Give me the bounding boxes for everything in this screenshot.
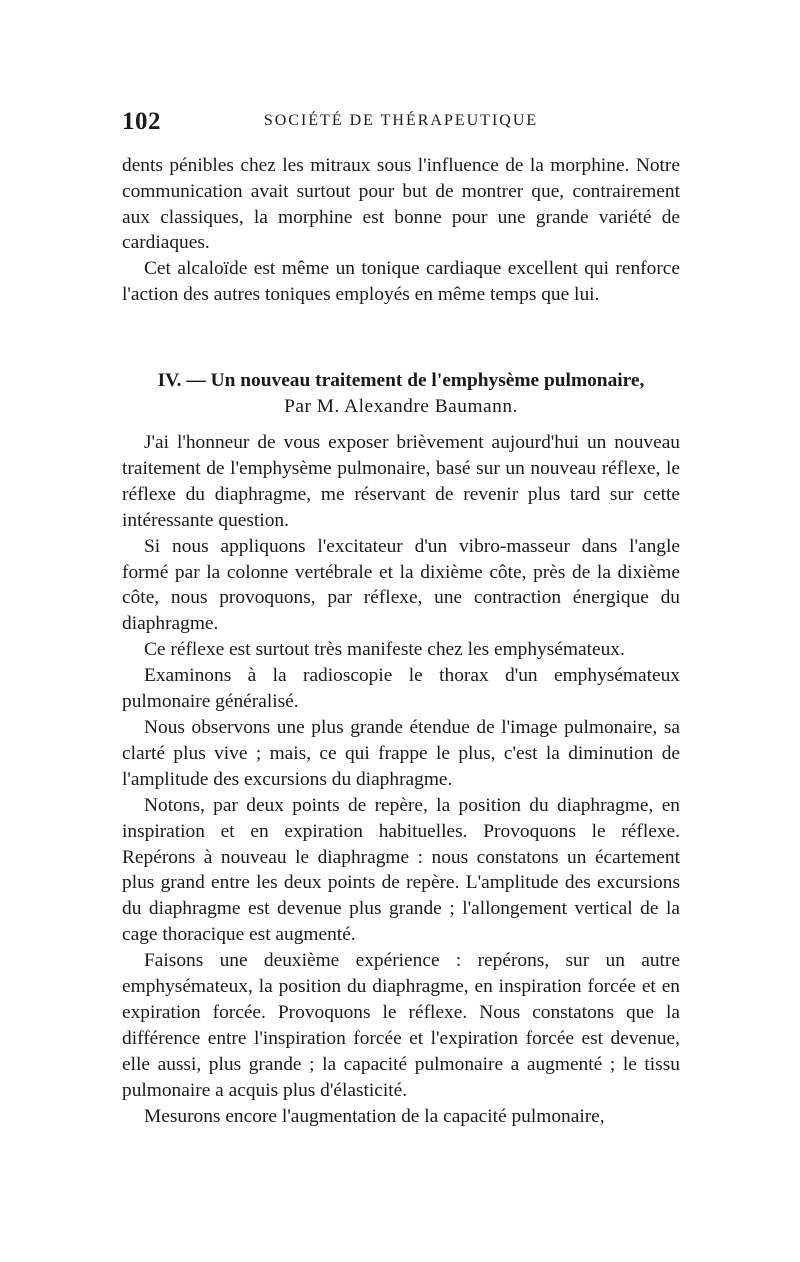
article-paragraph: Mesurons encore l'augmentation de la capacité pulmonaire, xyxy=(144,1105,605,1127)
article-paragraph: Examinons à la radioscopie le thorax d'un emphysémateux pulmonaire généralisé. xyxy=(122,665,680,713)
section-author: Par M. Alexandre Baumann. xyxy=(284,395,518,417)
article-paragraph: Notons, par deux points de repère, la position du diaphragme, en inspiration et en expiration habituelles. Provoquons le réflexe. Repérons à nouveau le diaphragme : nous constatons un écartement plus grand entre les deux points de repère. L'amplitude des excursions du diaphragme est devenue plus grande ; l'allongement vertical de la cage thoracique est augmenté. xyxy=(122,794,680,946)
running-head: SOCIÉTÉ DE THÉRAPEUTIQUE xyxy=(263,112,539,129)
intro-paragraph: Cet alcaloïde est même un tonique cardiaque excellent qui renforce l'action des autres toniques employés en même temps que lui. xyxy=(122,258,680,305)
article-paragraph: J'ai l'honneur de vous exposer brièvement aujourd'hui un nouveau traitement de l'emphysème pulmonaire, basé sur un nouveau réflexe, le réflexe du diaphragme, me réservant de revenir plus tard sur cette intéressante question. xyxy=(122,432,680,531)
article-paragraph: Nous observons une plus grande étendue de l'image pulmonaire, sa clarté plus vive ; mais, ce qui frappe le plus, c'est la diminution de l'amplitude des excursions du diaphragme. xyxy=(122,716,680,790)
section-title: IV. — Un nouveau traitement de l'emphysème pulmonaire, xyxy=(157,370,645,391)
article-body xyxy=(122,430,680,1129)
page-number: 102 xyxy=(122,108,161,135)
intro-paragraph: dents pénibles chez les mitraux sous l'influence de la morphine. Notre communication avait surtout pour but de montrer que, contrairement aux classiques, la morphine est bonne pour une grande variété de cardiaques. xyxy=(122,155,680,254)
article-paragraph: Ce réflexe est surtout très manifeste chez les emphysémateux. xyxy=(144,639,625,661)
section-heading xyxy=(122,368,680,420)
page-header xyxy=(122,108,680,142)
intro-text xyxy=(122,153,680,308)
article-paragraph: Si nous appliquons l'excitateur d'un vibro-masseur dans l'angle formé par la colonne vertébrale et la dixième côte, près de la dixième côte, nous provoquons, par réflexe, une contraction énergique du diaphragme. xyxy=(122,535,680,635)
article-paragraph: Faisons une deuxième expérience : repérons, sur un autre emphysémateux, la position du diaphragme, en inspiration forcée et en expiration forcée. Provoquons le réflexe. Nous constatons que la différence entre l'inspiration forcée et l'expiration forcée est devenue, elle aussi, plus grande ; la capacité pulmonaire a augmenté ; le tissu pulmonaire a acquis plus d'élasticité. xyxy=(122,950,680,1101)
